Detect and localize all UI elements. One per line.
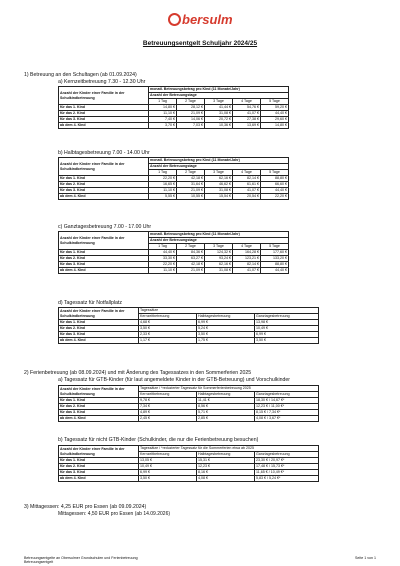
table-cell: 5 Tage (261, 170, 289, 176)
table-cell: für das 2. Kind (59, 256, 149, 262)
table-cell: monatl. Betreuungsbetrag pro Kind (11 Monate/Jahr) (149, 158, 289, 164)
table-cell: 82,14 € (233, 262, 261, 268)
table-cell: 31,08 € (205, 268, 233, 274)
table-cell: Kernzeitbetreuung (139, 314, 197, 320)
table-cell: 6,99 € (255, 332, 319, 338)
table-cell: 3,50 € (255, 338, 319, 344)
table-cell: 11,10 € (149, 188, 177, 194)
table-cell: 3 Tage (205, 170, 233, 176)
table-cell: 1,17 € (139, 338, 197, 344)
table-cell: Halbtagesbetreuung (197, 392, 255, 398)
table-cell: für das 1. Kind (59, 176, 149, 182)
table-halbtag (58, 157, 289, 200)
table-ferien-gtb (58, 385, 319, 422)
table-cell: 31,08 € (205, 188, 233, 194)
logo-o-icon (168, 13, 181, 26)
table-cell: 6,99 € (139, 470, 197, 476)
page-number: Seite 1 von 1 (355, 556, 376, 560)
table-cell: 62,16 € (205, 262, 233, 268)
footer-line-1: Betreuungsentgelte an Obersulmer Grundschulen und Ferienbetreuung (24, 556, 138, 560)
table-cell: 21,09 € (177, 188, 205, 194)
table-cell: 27,38 € (233, 117, 261, 123)
table-cell: 4,08 € / 3,67 €* (255, 416, 319, 422)
table-cell: monatl. Betreuungsbetrag pro Kind (11 Monate/Jahr) (149, 232, 289, 238)
table-cell: Anzahl der Kinder einer Familie in der Schulkindbetreuung (59, 308, 139, 320)
table-cell: 88,80 € (261, 176, 289, 182)
table-cell: 44,40 € (261, 268, 289, 274)
table-ganztag (58, 231, 289, 274)
table-cell: Anzahl der Betreuungstage (149, 238, 289, 244)
table-cell: 8,16 € (197, 470, 255, 476)
table-cell: für das 2. Kind (59, 464, 139, 470)
table-cell: 8,15 € / 7,34 €* (255, 410, 319, 416)
table-cell: 2,45 € (139, 416, 197, 422)
table-cell: 5 Tage (261, 99, 289, 105)
table-cell: 4 Tage (233, 244, 261, 250)
table-row (59, 268, 289, 274)
table-cell: Ganztagesbetreuung (255, 392, 319, 398)
table-cell: 11,41 € (197, 398, 255, 404)
table-cell: 7,34 € (139, 404, 197, 410)
table-cell: für das 3. Kind (59, 410, 139, 416)
table-cell: 124,32 € (205, 250, 233, 256)
table-cell: Kernzeitbetreuung (139, 452, 197, 458)
section-2a-heading: a) Tagessatz für GTB-Kinder (für laut angemeldete Kinder in der GTB-Betreuung) und Vorschulkinder (58, 377, 291, 383)
table-cell: 4,08 € (197, 476, 255, 482)
table-cell: 93,24 € (205, 256, 233, 262)
table-cell: 44,40 € (261, 188, 289, 194)
table-cell: 11,10 € (149, 268, 177, 274)
table-cell: 1 Tag (149, 99, 177, 105)
table-cell: 2,33 € (139, 332, 197, 338)
table-cell: 2 Tage (177, 99, 205, 105)
section-1-heading: 1) Betreuung an den Schultagen (ab 01.09.2024) (24, 72, 137, 78)
section-1a-heading: a) Kernzeitbetreuung 7.30 - 12.30 Uhr (58, 79, 146, 85)
table-cell: 22,20 € (149, 176, 177, 182)
table-cell: 4,68 € (139, 320, 197, 326)
table-cell: 31,08 € (205, 111, 233, 117)
table-cell: 3 Tage (205, 99, 233, 105)
section-2-heading: 2) Ferienbetreuung (ab 08.09.2024) und mit Änderung des Tagessatzes in den Sommerferien 2025 (24, 370, 252, 376)
table-cell: Tagessätze / *reduzierter Tagessatz für Sommerferienbetreuung 2025 (139, 386, 319, 392)
table-cell: 3,50 € (197, 332, 255, 338)
table-cell: für das 1. Kind (59, 398, 139, 404)
table-cell: 61,61 € (233, 182, 261, 188)
table-cell: 41,44 € (205, 105, 233, 111)
table-cell: 10,49 € (139, 464, 197, 470)
table-cell: 41,07 € (233, 188, 261, 194)
table-cell: Halbtagesbetreuung (197, 452, 255, 458)
table-cell: 18,30 € / 14,67 €* (255, 398, 319, 404)
table-cell: 13,05 € (139, 458, 197, 464)
table-cell: 42,18 € (177, 262, 205, 268)
table-cell: 123,21 € (233, 256, 261, 262)
footer-line-2: Betreuungsentgelt (24, 560, 54, 564)
table-cell: 82,14 € (233, 176, 261, 182)
table-cell: 8,56 € (197, 404, 255, 410)
table-cell: 3 Tage (205, 244, 233, 250)
table-cell: 31,64 € (177, 182, 205, 188)
table-ferien-nicht-gtb (58, 445, 319, 482)
table-cell: für das 3. Kind (59, 332, 139, 338)
table-cell: 13,98 € (255, 320, 319, 326)
table-row (59, 194, 289, 200)
table-cell: 1 Tag (149, 170, 177, 176)
table-cell: 11,65 € / 10,49 €* (255, 470, 319, 476)
table-cell: 1 Tag (149, 244, 177, 250)
table-cell: Kernzeitbetreuung (139, 392, 197, 398)
table-cell: 22,20 € (261, 194, 289, 200)
table-row (59, 123, 289, 129)
table-cell: 21,09 € (177, 268, 205, 274)
table-cell: 44,40 € (261, 111, 289, 117)
table-cell: 59,20 € (261, 105, 289, 111)
table-cell: 10,49 € (255, 326, 319, 332)
table-cell: 15,31 € (197, 458, 255, 464)
table-cell: 66,60 € (261, 182, 289, 188)
table-cell: Anzahl der Kinder einer Familie in der Schulkindbetreuung (59, 232, 149, 250)
table-cell: monatl. Betreuungsbetrag pro Kind (11 Monate/Jahr) (149, 87, 289, 93)
table-row (59, 476, 319, 482)
table-cell: für das 3. Kind (59, 470, 139, 476)
table-cell: ab dem 4. Kind (59, 194, 149, 200)
table-cell: Anzahl der Betreuungstage (149, 164, 289, 170)
table-cell: 5,71 € (197, 410, 255, 416)
table-cell: 9,78 € (139, 398, 197, 404)
table-cell: für das 3. Kind (59, 262, 149, 268)
table-cell: 21,09 € (177, 111, 205, 117)
table-cell: 17,48 € / 15,73 €* (255, 464, 319, 470)
footer (24, 556, 138, 564)
section-1c-heading: c) Ganztagesbetreuung 7.00 - 17.00 Uhr (58, 224, 152, 230)
table-cell: 22,20 € (149, 262, 177, 268)
table-cell: 10,55 € (177, 194, 205, 200)
table-cell: 54,76 € (233, 105, 261, 111)
table-cell: Anzahl der Kinder einer Familie in der Schulkindbetreuung (59, 446, 139, 458)
section-1d-heading: d) Tagessatz für Notfallplatz (58, 300, 122, 306)
table-cell: ab dem 4. Kind (59, 338, 139, 344)
table-cell: 2,85 € (197, 416, 255, 422)
table-cell: 1,75 € (197, 338, 255, 344)
section-2b-heading: b) Tagessatz für nicht GTB-Kinder (Schulkinder, die nur die Ferienbetreuung besuchen) (58, 437, 259, 443)
table-cell: für das 2. Kind (59, 182, 149, 188)
table-cell: 4 Tage (233, 99, 261, 105)
table-cell: 14,06 € (177, 117, 205, 123)
page-title: Betreuungsentgelt Schuljahr 2024/25 (142, 40, 258, 47)
table-cell: 3,50 € (139, 476, 197, 482)
table-cell: 41,07 € (233, 268, 261, 274)
table-cell: für das 3. Kind (59, 117, 149, 123)
table-cell: ab dem 4. Kind (59, 416, 139, 422)
table-cell: Halbtagesbetreuung (197, 314, 255, 320)
table-cell: Anzahl der Kinder einer Familie in der Schulkindbetreuung (59, 386, 139, 398)
table-cell: 7,40 € (149, 117, 177, 123)
table-cell: für das 2. Kind (59, 326, 139, 332)
table-cell: 62,16 € (205, 176, 233, 182)
table-cell: 20,54 € (233, 194, 261, 200)
table-cell: ab dem 4. Kind (59, 268, 149, 274)
table-cell: 29,60 € (261, 117, 289, 123)
table-cell: für das 1. Kind (59, 458, 139, 464)
table-cell: 44,40 € (149, 250, 177, 256)
table-cell: 15,54 € (205, 194, 233, 200)
table-cell: Anzahl der Kinder einer Familie in der Schulkindbetreuung (59, 87, 149, 105)
table-cell: ab dem 4. Kind (59, 476, 139, 482)
table-cell: 63,27 € (177, 256, 205, 262)
table-cell: 12,23 € (197, 464, 255, 470)
table-cell: 5,55 € (149, 194, 177, 200)
table-cell: 84,36 € (177, 250, 205, 256)
table-cell: für das 1. Kind (59, 320, 139, 326)
table-cell: für das 2. Kind (59, 111, 149, 117)
table-notfall (58, 307, 319, 344)
table-cell: 177,60 € (261, 250, 289, 256)
table-cell: Tagessätze (139, 308, 319, 314)
table-cell: für das 3. Kind (59, 188, 149, 194)
table-cell: Ganztagesbetreuung (255, 452, 319, 458)
table-cell: 20,72 € (205, 117, 233, 123)
table-cell: für das 1. Kind (59, 250, 149, 256)
table-cell: 5 Tage (261, 244, 289, 250)
logo (168, 10, 233, 28)
table-cell: 12,23 € / 11,00 €* (255, 404, 319, 410)
table-kernzeit (58, 86, 289, 129)
table-row (59, 338, 319, 344)
table-cell: 16,65 € (149, 182, 177, 188)
table-cell: 88,80 € (261, 262, 289, 268)
table-cell: 7,03 € (177, 123, 205, 129)
table-cell: 2 Tage (177, 244, 205, 250)
logo-text: bersulm (182, 11, 233, 27)
table-cell: 164,28 € (233, 250, 261, 256)
table-cell: 33,30 € (149, 256, 177, 262)
table-cell: Anzahl der Kinder einer Familie in der Schulkindbetreuung (59, 158, 149, 176)
table-cell: 11,10 € (149, 111, 177, 117)
table-cell: 5,24 € (197, 326, 255, 332)
table-cell: 41,07 € (233, 111, 261, 117)
table-cell: 10,36 € (205, 123, 233, 129)
table-cell: 133,20 € (261, 256, 289, 262)
table-cell: Tagessätze / *reduzierter Tagessatz für die Sommerferien etwa ab 2025 (139, 446, 319, 452)
table-cell: 42,18 € (177, 176, 205, 182)
table-cell: 46,62 € (205, 182, 233, 188)
section-3-line-2: Mittagessen: 4,50 EUR pro Essen (ab 14.09.2026) (58, 511, 171, 517)
table-cell: 4,89 € (139, 410, 197, 416)
section-3-line-1: 3) Mittagessen: 4,25 EUR pro Essen (ab 09.09.2024) (24, 504, 147, 510)
table-cell: 6,99 € (197, 320, 255, 326)
table-row (59, 416, 319, 422)
table-cell: Anzahl der Betreuungstage (149, 93, 289, 99)
table-cell: 14,80 € (149, 105, 177, 111)
table-cell: 3,70 € (149, 123, 177, 129)
section-1b-heading: b) Halbtagesbetreuung 7.00 - 14.00 Uhr (58, 150, 150, 156)
table-cell: ab dem 4. Kind (59, 123, 149, 129)
table-cell: für das 2. Kind (59, 404, 139, 410)
table-cell: 23,30 € / 20,97 €* (255, 458, 319, 464)
table-cell: 13,69 € (233, 123, 261, 129)
table-cell: 2 Tage (177, 170, 205, 176)
table-cell: 4 Tage (233, 170, 261, 176)
table-cell: 3,50 € (139, 326, 197, 332)
table-cell: Ganztagesbetreuung (255, 314, 319, 320)
table-cell: für das 1. Kind (59, 105, 149, 111)
table-cell: 5,83 € / 5,24 €* (255, 476, 319, 482)
table-cell: 28,12 € (177, 105, 205, 111)
table-cell: 14,80 € (261, 123, 289, 129)
